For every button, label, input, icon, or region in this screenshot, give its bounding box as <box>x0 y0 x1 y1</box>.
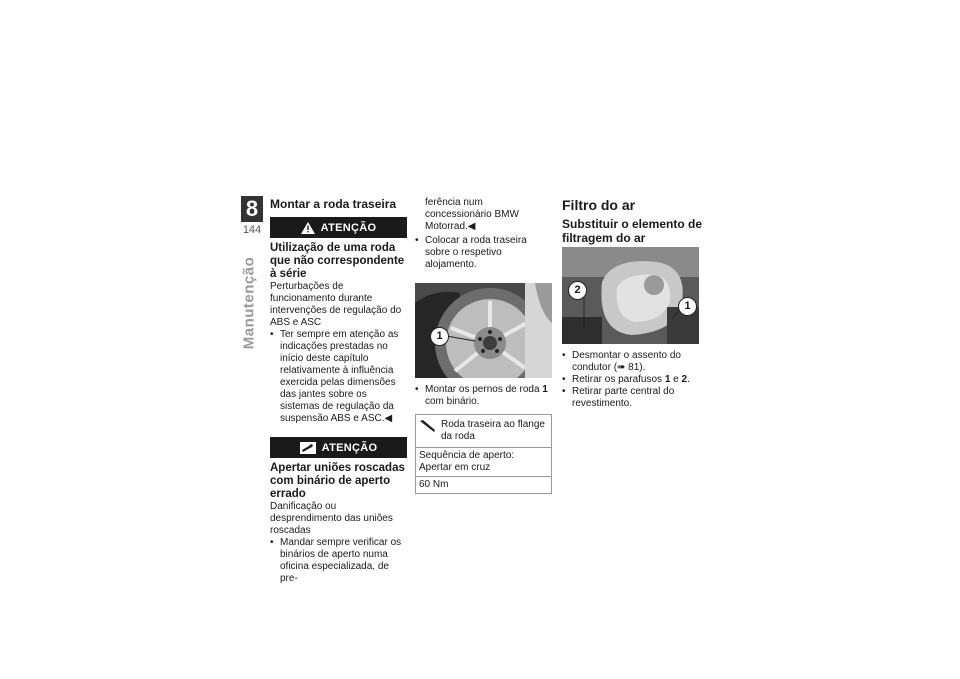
warning-label-2: ATENÇÃO <box>321 441 378 454</box>
torque-spec-sequence: Sequência de aperto: Apertar em cruz <box>416 447 551 476</box>
end-mark-1: ◀ <box>384 413 393 424</box>
bullet-remove-screws-end: . <box>687 374 690 385</box>
screw-ref-1: 1 <box>664 374 671 385</box>
callout-2: 2 <box>568 281 587 300</box>
warning-heading-1: Utilização de uma roda que não correspondente à série <box>270 242 405 280</box>
bullet-remove-cover: • Retirar parte central do revestimento. <box>562 386 675 409</box>
bolt-ref: 1 <box>542 384 548 395</box>
callout-1b: 1 <box>678 297 697 316</box>
chapter-title-text: Manutenção <box>240 256 258 350</box>
warning-bullet-2-text: Mandar sempre verificar os binários de aperto numa oficina especializada, de pre- <box>280 537 402 584</box>
warning-bullet-2: • Mandar sempre verificar os binários de aperto numa oficina especializada, de pre- <box>270 537 402 584</box>
bullet-mount-bolts-tail: com binário. <box>425 396 480 407</box>
page-number: 144 <box>242 224 262 236</box>
screw-ref-2: 2 <box>681 374 688 385</box>
tool-wrench-icon <box>300 442 316 454</box>
bullet-remove-cover-text: Retirar parte central do revestimento. <box>572 386 675 409</box>
callout-1: 1 <box>430 327 449 346</box>
warning-body-1: Perturbações de funcionamento durante intervenções de regulação do ABS e ASC <box>270 281 402 328</box>
warning-bullet-1: • Ter sempre em atenção as indicações prestadas no início deste capítulo relativamente à influência exercida pelas dimensões das jantes sobre os sistemas de regulação da suspensão ABS e ASC.◀ <box>270 329 399 424</box>
bullet-mount-bolts-text: Montar os pernos de roda <box>425 384 543 395</box>
chapter-number: 8 <box>241 196 263 222</box>
column-2 <box>415 197 552 494</box>
air-filter-image <box>562 247 699 344</box>
warning-bullet-1-text: Ter sempre em atenção as indicações prestadas no início deste capítulo relativamente à influência exercida pelas dimensões das jantes sobre os sistemas de regulação da suspensão ABS e ASC. <box>280 329 399 424</box>
end-mark-2: ◀ <box>467 221 476 232</box>
bullet-place-wheel-text: Colocar a roda traseira sobre o respetivo alojamento. <box>425 235 527 270</box>
warning-body-2: Danificação ou desprendimento das uniões roscadas <box>270 501 393 536</box>
bullet-remove-screws: • Retirar os parafusos 1 e 2. <box>562 374 690 385</box>
bullet-remove-screws-mid: e <box>670 374 682 385</box>
bullet-remove-screws-pre: Retirar os parafusos <box>572 374 665 385</box>
bullet-remove-seat-text: Desmontar o assento do condutor (➠ 81). <box>572 350 681 373</box>
bullet-remove-seat: • Desmontar o assento do condutor (➠ 81). <box>562 350 681 373</box>
torque-wrench-icon <box>419 419 441 443</box>
torque-spec-table <box>415 414 552 494</box>
warning-heading-2: Apertar uniões roscadas com binário de aperto errado <box>270 462 405 500</box>
continued-text-body: ferência num concessionário BMW Motorrad. <box>425 197 519 232</box>
column-3 <box>562 197 702 410</box>
warning-label-1: ATENÇÃO <box>320 221 377 234</box>
rear-wheel-image <box>415 283 552 378</box>
column-1 <box>270 197 407 585</box>
warning-bar-2 <box>270 437 407 458</box>
bullet-mount-bolts: • Montar os pernos de roda 1 com binário. <box>415 384 548 407</box>
subsection-title-filter-element: Substituir o elemento de filtragem do ar <box>562 217 703 245</box>
chapter-title <box>238 258 260 348</box>
torque-spec-value: 60 Nm <box>416 476 551 493</box>
continued-text <box>415 197 552 233</box>
warning-bar-1 <box>270 217 407 238</box>
bullet-place-wheel: • Colocar a roda traseira sobre o respetivo alojamento. <box>415 235 527 270</box>
section-title-rear-wheel: Montar a roda traseira <box>270 197 397 211</box>
warning-triangle-icon <box>301 222 315 234</box>
torque-spec-title: Roda traseira ao flange da roda <box>441 419 545 442</box>
torque-spec-header <box>416 415 551 447</box>
section-title-air-filter: Filtro do ar <box>562 197 636 213</box>
